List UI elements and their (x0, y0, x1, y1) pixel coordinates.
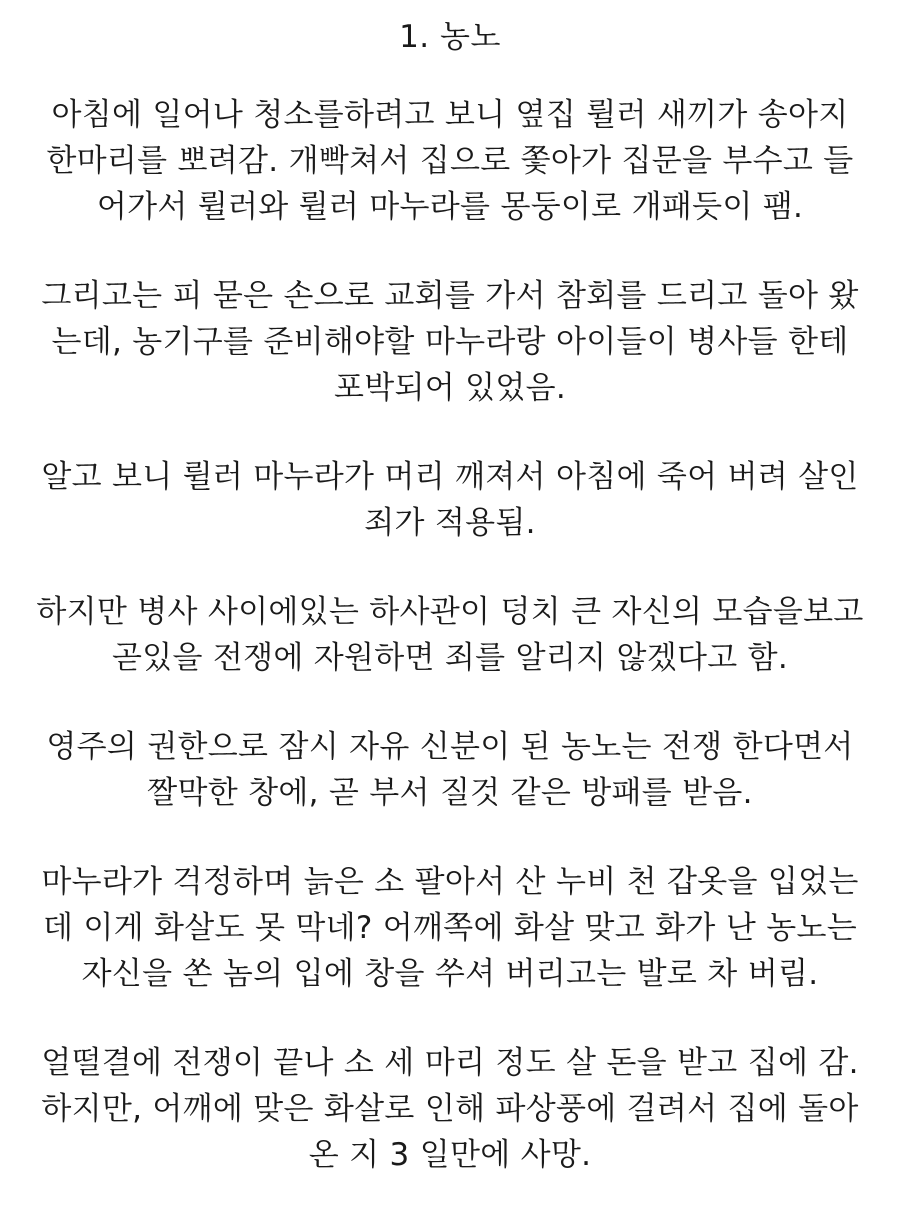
paragraph-line: 곧있을 전쟁에 자원하면 죄를 알리지 않겠다고 함. (112, 640, 788, 676)
paragraph-7 (22, 1040, 878, 1178)
paragraph-line: 하지만 병사 사이에있는 하사관이 덩치 큰 자신의 모습을보고 (36, 594, 864, 630)
page-title: 1. 농노 (399, 19, 501, 55)
paragraph-2 (22, 273, 878, 411)
paragraph-5 (22, 724, 878, 816)
paragraph-line: 자신을 쏜 놈의 입에 창을 쑤셔 버리고는 발로 차 버림. (81, 956, 819, 992)
paragraph-line: 마누라가 걱정하며 늙은 소 팔아서 산 누비 천 갑옷을 입었는 (41, 864, 859, 900)
paragraph-4 (22, 589, 878, 681)
paragraph-line: 그리고는 피 묻은 손으로 교회를 가서 참회를 드리고 돌아 왔 (41, 278, 859, 314)
paragraph-line: 데 이게 화살도 못 막네? 어깨쪽에 화살 맞고 화가 난 농노는 (43, 910, 857, 946)
paragraph-line: 어가서 륄러와 륄러 마누라를 몽둥이로 개패듯이 팸. (96, 189, 804, 225)
paragraph-line: 는데, 농기구를 준비해야할 마누라랑 아이들이 병사들 한테 (51, 324, 849, 360)
paragraph-line: 온 지 3 일만에 사망. (308, 1137, 592, 1173)
paragraph-1 (22, 92, 878, 230)
paragraph-line: 포박되어 있었음. (333, 370, 567, 406)
paragraph-line: 얼떨결에 전쟁이 끝나 소 세 마리 정도 살 돈을 받고 집에 감. (41, 1045, 859, 1081)
paragraph-line: 알고 보니 륄러 마누라가 머리 깨져서 아침에 죽어 버려 살인 (41, 459, 859, 495)
paragraph-line: 죄가 적용됨. (364, 505, 536, 541)
paragraph-line: 영주의 권한으로 잠시 자유 신분이 된 농노는 전쟁 한다면서 (46, 729, 854, 765)
paragraph-line: 하지만, 어깨에 맞은 화살로 인해 파상풍에 걸려서 집에 돌아 (41, 1091, 859, 1127)
paragraph-3 (22, 454, 878, 546)
paragraph-line: 아침에 일어나 청소를하려고 보니 옆집 륄러 새끼가 송아지 (51, 97, 849, 133)
paragraph-line: 한마리를 뽀려감. 개빡쳐서 집으로 쫓아가 집문을 부수고 들 (46, 143, 854, 179)
paragraph-6 (22, 859, 878, 997)
paragraph-line: 짤막한 창에, 곧 부서 질것 같은 방패를 받음. (147, 775, 753, 811)
